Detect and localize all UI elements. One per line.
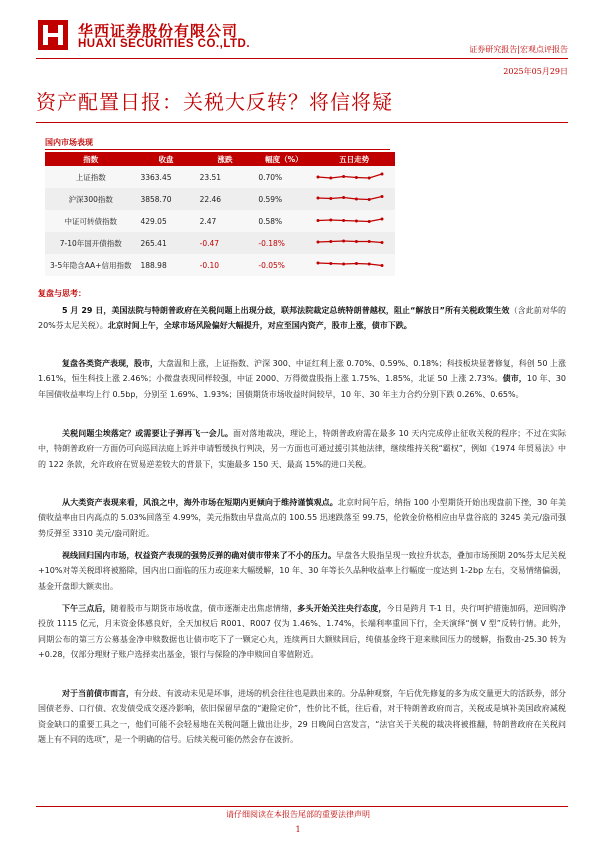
paragraph-5-bold: 视线回归国内市场，权益资产表现的强势反弹的确对债市带来了不小的压力。	[62, 551, 337, 560]
footer-divider	[36, 806, 568, 807]
paragraph-3-text: 面对落地裁决，理论上，特朗普政府需在最多 10 天内完成停止征收关税的程序；不过在实际中，特朗普政府一方面仍可向巡回法庭上诉并申请暂缓执行判决，另一方面也可通过援引其他法律，继续维持关税“霸权”，例如《1974 年贸易法》中的 122 条款，允许政府在贸易逆差较大的背景下，实施最多 150 天、最高 15%的进口关税。	[38, 429, 567, 469]
paragraph-4-text: 北京时间午后，纳指 100 小型期货开始出现盘前下挫，30 年美债收益率由日内高点的 5.03%回落至 4.99%，美元指数由早盘高点的 100.55 迅速跌落至 99.75，伦敦金价格相应由早盘谷底的 3245 美元/盎司强势反弹至 3310 美元/盎司附近。	[38, 498, 566, 538]
change-cell: 22.46	[196, 188, 255, 210]
close-cell: 3363.45	[136, 166, 195, 188]
col-header-close: 收盘	[136, 152, 195, 166]
col-header-change: 涨跌	[196, 152, 255, 166]
sparkline-point	[317, 176, 320, 179]
company-name-en: HUAXI SECURITIES CO.,LTD.	[78, 38, 251, 50]
sparkline-chart	[315, 191, 385, 205]
sparkline-point	[330, 240, 333, 243]
pct-cell: -0.05%	[254, 254, 313, 276]
change-cell: -0.47	[196, 232, 255, 254]
paragraph-1-bold: 5 月 29 日，美国法院与特朗普政府在关税问题上出现分歧，联邦法院裁定总统特朗普越权，阻止“解放日”所有关税政策生效	[62, 306, 510, 315]
sparkline-point	[342, 240, 345, 243]
paragraph-1-bold2: 北京时间上午，全球市场风险偏好大幅提升，对应至国内资产，股市上涨，债市下跌。	[107, 321, 412, 331]
col-header-index: 指数	[45, 152, 136, 166]
header-divider	[36, 58, 568, 59]
table-row	[45, 254, 395, 276]
market-section-divider	[45, 149, 390, 150]
close-cell: 429.05	[136, 210, 195, 232]
paragraph-6-text2: 今日是跨月 T-1 日，央行呵护措施加码，逆回购净投放 1115 亿元，月末资金体感良好，全天加权后 R001、R007 仅为 1.46%、1.74%，长端利率重回下行，全天演绎“倒 V 型”反转行情。此外，同期公布的第三方公募基金净申赎数据也让债市吃下了一颗定心丸，连续两日大额赎回后，纯债基金终于迎来赎回压力的缓解，指数由-25.30 转为+0.28，仅部分理财子账户选择卖出基金，银行与保险的净申赎回自零值附近。	[38, 604, 567, 659]
table-row	[45, 210, 395, 232]
report-type: 证券研究报告|宏观点评报告	[469, 45, 568, 54]
table-row	[45, 232, 395, 254]
paragraph-1	[38, 303, 566, 334]
sparkline-line	[318, 263, 382, 266]
sparkline-point	[368, 263, 371, 266]
paragraph-2	[38, 356, 566, 402]
sparkline-point	[368, 177, 371, 180]
report-date: 2025年05月29日	[503, 67, 568, 76]
market-table	[45, 152, 395, 276]
sparkline-point	[381, 195, 384, 198]
sparkline-point	[368, 220, 371, 223]
trend-cell	[313, 254, 395, 276]
pct-cell: 0.58%	[254, 210, 313, 232]
sparkline-point	[381, 241, 384, 244]
close-cell: 3858.70	[136, 188, 195, 210]
table-row	[45, 166, 395, 188]
sparkline-line	[318, 241, 382, 243]
sparkline-chart	[315, 213, 385, 227]
trend-cell	[313, 210, 395, 232]
sparkline-line	[318, 219, 382, 222]
paragraph-2-bold: 复盘各类资产表现，股市，	[62, 359, 159, 368]
paragraph-5	[38, 548, 566, 594]
sparkline-point	[342, 196, 345, 199]
change-cell: 2.47	[196, 210, 255, 232]
index-name-cell: 3-5年隐含AA+信用指数	[45, 254, 136, 276]
sparkline-point	[368, 240, 371, 243]
sparkline-point	[368, 198, 371, 201]
title-divider	[36, 122, 568, 123]
change-cell: -0.10	[196, 254, 255, 276]
paragraph-7-text: 有分歧、有波动未见是坏事，进场的机会往往也是跌出来的。分品种观察，午后优先修复的多为成交量更大的活跃券，部分国债老券、口行债、农发债受成交逐冷影响，依旧保留早盘的“避险定价”，性价比不低，往后看，对于特朗普政府而言，关税或是填补美国政府减税资金缺口的重要工具之一，他们可能不会轻易地在关税问题上做出让步，29 日晚间白宫发言，“法官关于关税的裁决将被推翻，特朗普政府在关税问题上有不同的选项”，是一个明确的信号。后续关税可能仍然会存在波折。	[38, 689, 566, 744]
pct-cell: 0.70%	[254, 166, 313, 188]
trend-cell	[313, 188, 395, 210]
paragraph-1-text: （含此前对华的 20%芬太尼关税）。	[38, 306, 566, 331]
sparkline-point	[342, 219, 345, 222]
col-header-trend: 五日走势	[313, 152, 395, 166]
table-row	[45, 188, 395, 210]
sparkline-point	[355, 176, 358, 179]
sparkline-point	[355, 240, 358, 243]
sparkline-chart	[315, 257, 385, 271]
paragraph-4	[38, 495, 566, 541]
sparkline-point	[342, 175, 345, 178]
index-name-cell: 7-10年国开债指数	[45, 232, 136, 254]
paragraph-6-text: 随着股市与期货市场收盘，债市逐渐走出焦虑情绪，	[110, 604, 298, 613]
sparkline-point	[317, 241, 320, 244]
sparkline-point	[317, 262, 320, 265]
sparkline-point	[342, 263, 345, 266]
company-name-cn: 华西证券股份有限公司	[78, 22, 239, 40]
index-name-cell: 沪深300指数	[45, 188, 136, 210]
sparkline-chart	[315, 235, 385, 249]
sparkline-point	[381, 173, 384, 176]
trend-cell	[313, 232, 395, 254]
page-title: 资产配置日报：关税大反转？将信将疑	[36, 90, 393, 114]
paragraph-6-bold2: 多头开始关注央行态度，	[297, 604, 387, 613]
close-cell: 188.98	[136, 254, 195, 276]
sparkline-point	[330, 219, 333, 222]
market-section-label: 国内市场表现	[45, 138, 93, 147]
sparkline-point	[355, 262, 358, 265]
index-name-cell: 上证指数	[45, 166, 136, 188]
paragraph-2-text2: 10 年、30 年国债收益率均上行 0.5bp，分别至 1.69%、1.93%；国债期货市场收益时间较早，10 年、30 年主力合约分别下跌 0.26%、0.65%。	[38, 374, 567, 399]
footer-disclaimer: 请仔细阅读在本报告尾部的重要法律声明	[226, 810, 370, 819]
paragraph-6	[38, 601, 566, 662]
trend-cell	[313, 166, 395, 188]
index-name-cell: 中证可转债指数	[45, 210, 136, 232]
sparkline-point	[355, 220, 358, 223]
paragraph-4-bold: 从大类资产表现来看，风浪之中，海外市场在短期内更倾向于维持谨慎观点。	[62, 498, 338, 507]
huaxi-logo-icon	[38, 20, 68, 50]
paragraph-6-bold: 下午三点后，	[62, 604, 111, 613]
sparkline-line	[318, 174, 382, 178]
table-header-row	[45, 152, 395, 166]
sparkline-point	[381, 218, 384, 221]
sparkline-point	[317, 219, 320, 222]
paragraph-3-bold: 关税问题尘埃落定？或需要让子弹再飞一会儿。	[62, 429, 234, 438]
sparkline-point	[381, 264, 384, 267]
change-cell: 23.51	[196, 166, 255, 188]
pct-cell: -0.18%	[254, 232, 313, 254]
page-number: 1	[295, 825, 301, 834]
sparkline-point	[330, 177, 333, 180]
paragraph-7	[38, 686, 566, 747]
paragraph-3	[38, 426, 566, 472]
sparkline-point	[317, 197, 320, 200]
paragraph-2-text: 大盘温和上涨，上证指数、沪深 300、中证红利上涨 0.70%、0.59%、0.18%；科技板块显著修复，科创 50 上涨 1.61%，恒生科技上涨 2.46%；小微盘表现同样较强，中证 2000、万得微盘股指上涨 1.75%、1.85%，北证 50 上涨 2.73%。	[38, 359, 567, 384]
sparkline-point	[330, 197, 333, 200]
close-cell: 265.41	[136, 232, 195, 254]
sparkline-point	[330, 262, 333, 265]
paragraph-2-bold2: 债市，	[502, 374, 527, 384]
review-section-label: 复盘与思考：	[38, 289, 86, 298]
sparkline-chart	[315, 169, 385, 183]
paragraph-7-bold: 对于当前债市而言，	[62, 689, 134, 698]
sparkline-point	[355, 198, 358, 201]
paragraph-5-text: 早盘各大股指呈现一致拉升状态，叠加市场预期 20%芬太尼关税+10%对等关税即将被豁除，国内出口面临的压力或迎来大幅缓解，10 年、30 年等长久品种收益率上行幅度一度达到 1-2bp 左右，交易情绪偏弱，基金开盘即大额卖出。	[38, 551, 566, 591]
pct-cell: 0.59%	[254, 188, 313, 210]
col-header-pct: 幅度（%）	[254, 152, 313, 166]
sparkline-line	[318, 197, 382, 200]
